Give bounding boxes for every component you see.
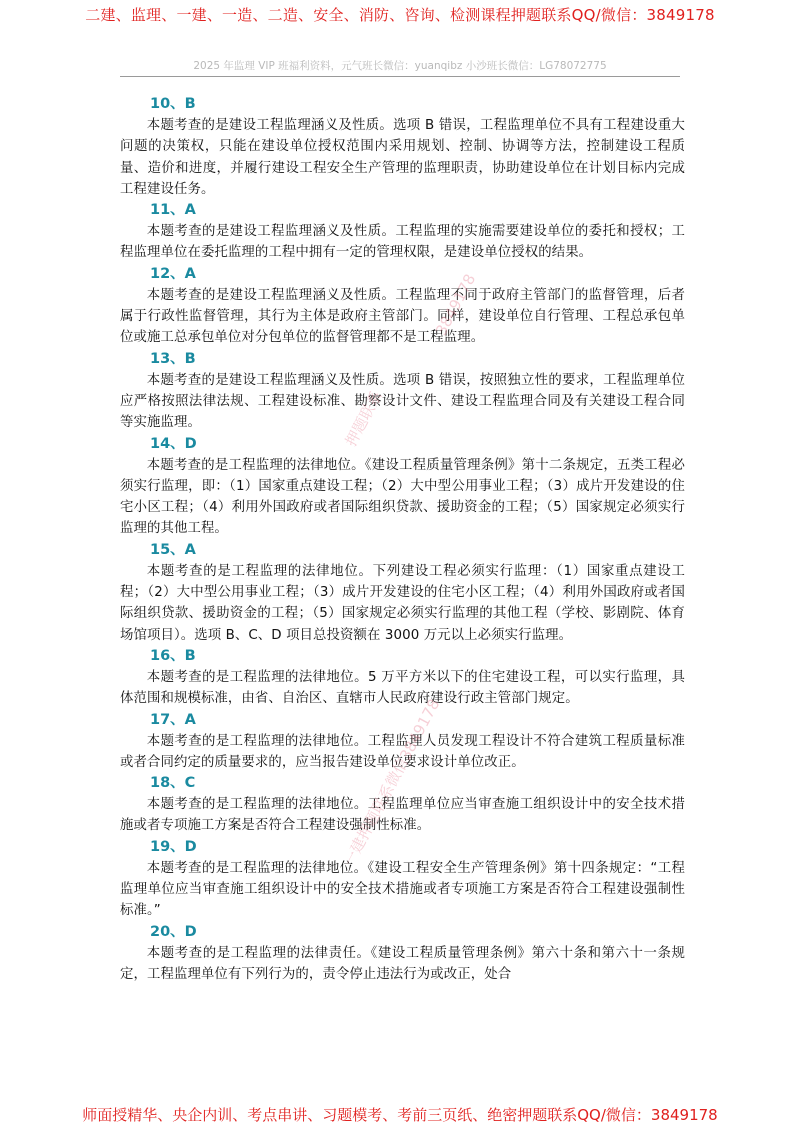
answer-explanation: 本题考查的是建设工程监理涵义及性质。工程监理的实施需要建设单位的委托和授权；工程监理单位在委托监理的工程中拥有一定的管理权限，是建设单位授权的结果。 bbox=[120, 224, 685, 261]
answer-explanation: 本题考查的是建设工程监理涵义及性质。选项 B 错误，按照独立性的要求，工程监理单位应严格按照法律法规、工程建设标准、勘察设计文件、建设工程监理合同及有关建设工程合同等实施监理。 bbox=[120, 372, 685, 431]
answer-explanation: 本题考查的是工程监理的法律地位。《建设工程安全生产管理条例》第十四条规定：“工程监理单位应当审查施工组织设计中的安全技术措施或者专项施工方案是否符合工程建设强制性标准。” bbox=[120, 860, 685, 919]
answer-explanation: 本题考查的是工程监理的法律地位。5 万平方米以下的住宅建设工程，可以实行监理，具体范围和规模标准，由省、自治区、直辖市人民政府建设行政主管部门规定。 bbox=[120, 669, 685, 707]
answer-number: 17、A bbox=[150, 711, 196, 728]
answer-number: 11、A bbox=[150, 202, 196, 219]
answer-item bbox=[120, 837, 685, 922]
answer-item bbox=[120, 94, 685, 200]
answer-explanation: 本题考查的是建设工程监理涵义及性质。工程监理不同于政府主管部门的监督管理，后者属于行政性监督管理，其行为主体是政府主管部门。同样，建设单位自行管理、工程总承包单位或施工总承包单位对分包单位的监督管理都不是工程监理。 bbox=[120, 287, 685, 346]
answer-list bbox=[120, 94, 685, 985]
answer-explanation: 本题考查的是工程监理的法律地位。下列建设工程必须实行监理：（1）国家重点建设工程；（2）大中型公用事业工程；（3）成片开发建设的住宅小区工程；（4）利用外国政府或者国际组织贷款、援助资金的工程；（5）国家规定必须实行监理的其他工程（学校、影剧院、体育场馆项目）。选项 B、C、D 项目总投资额在 3000 万元以上必须实行监理。 bbox=[120, 563, 685, 643]
answer-number: 15、A bbox=[150, 541, 196, 558]
answer-item bbox=[120, 349, 685, 434]
answer-number: 12、A bbox=[150, 265, 196, 282]
page-sub-header: 2025 年监理 VIP 班福利资料，元气班长微信：yuanqibz 小沙班长微信：LG78072775 bbox=[193, 60, 607, 72]
answer-item bbox=[120, 646, 685, 710]
watermark-text: 押题联系 bbox=[341, 387, 386, 450]
answer-number: 19、D bbox=[150, 838, 197, 855]
bottom-banner: 师面授精华、央企内训、考点串讲、习题模考、考前三页纸、绝密押题联系QQ/微信：3849178 bbox=[82, 1106, 718, 1124]
answer-number: 16、B bbox=[150, 647, 196, 664]
watermark-text: 一建押题联系微信3849178 bbox=[339, 695, 444, 870]
answer-number: 13、B bbox=[150, 350, 196, 367]
answer-number: 20、D bbox=[150, 923, 197, 940]
answer-item bbox=[120, 264, 685, 349]
header-divider bbox=[120, 76, 680, 77]
answer-explanation: 本题考查的是工程监理的法律地位。工程监理单位应当审查施工组织设计中的安全技术措施或者专项施工方案是否符合工程建设强制性标准。 bbox=[120, 797, 685, 834]
top-banner: 二建、监理、一建、一造、二造、安全、消防、咨询、检测课程押题联系QQ/微信：3849178 bbox=[85, 6, 715, 24]
watermark-text: 3849178 bbox=[432, 271, 480, 339]
answer-explanation: 本题考查的是建设工程监理涵义及性质。选项 B 错误，工程监理单位不具有工程建设重大问题的决策权，只能在建设单位授权范围内采用规划、控制、协调等方法，控制建设工程质量、造价和进度，并履行建设工程安全生产管理的监理职责，协助建设单位在计划目标内完成工程建设任务。 bbox=[120, 118, 685, 197]
answer-item bbox=[120, 922, 685, 986]
answer-number: 18、C bbox=[150, 775, 196, 792]
answer-explanation: 本题考查的是工程监理的法律地位。工程监理人员发现工程设计不符合建筑工程质量标准或者合同约定的质量要求的，应当报告建设单位要求设计单位改正。 bbox=[120, 733, 685, 770]
answer-explanation: 本题考查的是工程监理的法律地位。《建设工程质量管理条例》第十二条规定，五类工程必须实行监理，即：（1）国家重点建设工程；（2）大中型公用事业工程；（3）成片开发建设的住宅小区工程；（4）利用外国政府或者国际组织贷款、援助资金的工程；（5）国家规定必须实行监理的其他工程。 bbox=[120, 457, 685, 537]
answer-item bbox=[120, 434, 685, 540]
answer-number: 10、B bbox=[150, 96, 196, 112]
answer-item bbox=[120, 540, 685, 646]
answer-number: 14、D bbox=[150, 435, 197, 452]
answer-item bbox=[120, 200, 685, 264]
answer-explanation: 本题考查的是工程监理的法律责任。《建设工程质量管理条例》第六十条和第六十一条规定，工程监理单位有下列行为的，责令停止违法行为或改正，处合 bbox=[120, 945, 685, 982]
